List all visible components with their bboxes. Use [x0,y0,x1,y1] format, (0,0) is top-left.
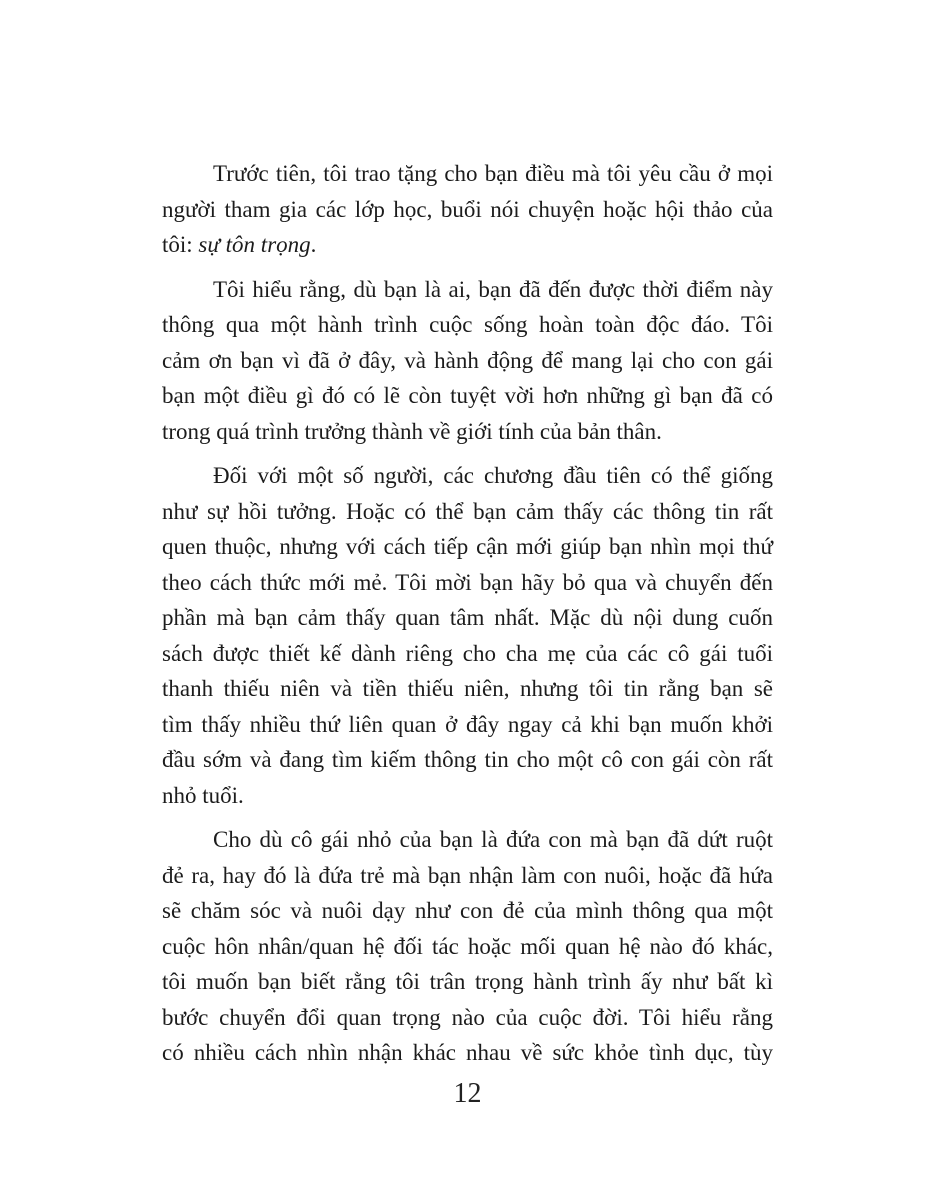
text-line [162,600,773,636]
text-segment: Cho dù cô gái nhỏ của bạn là đứa con mà bạn đã dứt ruột [213,827,773,852]
text-segment: tìm thấy nhiều thứ liên quan ở đây ngay cả khi bạn muốn khởi [162,711,773,737]
text-segment: như sự hồi tưởng. Hoặc có thể bạn cảm thấy các thông tin rất [162,498,773,524]
text-segment: phần mà bạn cảm thấy quan tâm nhất. Mặc dù nội dung cuốn [162,605,773,630]
text-line [162,671,773,707]
text-segment: cuộc hôn nhân/quan hệ đối tác hoặc mối quan hệ nào đó khác, [162,933,773,959]
text-line [162,636,773,672]
text-line [162,414,773,450]
text-line [162,227,773,263]
text-segment: nhỏ tuổi. [162,782,244,808]
text-line [162,458,773,494]
text-line [162,742,773,778]
text-line [162,1000,773,1036]
text-segment: tôi muốn bạn biết rằng tôi trân trọng hành trình ấy như bất kì [162,969,773,994]
text-segment: Tôi hiểu rằng, dù bạn là ai, bạn đã đến được thời điểm này [213,276,773,302]
text-segment: theo cách thức mới mẻ. Tôi mời bạn hãy bỏ qua và chuyển đến [162,569,773,595]
text-segment: tôi: [162,232,199,257]
text-segment: Trước tiên, tôi trao tặng cho bạn điều mà tôi yêu cầu ở mọi [213,161,773,186]
text-line [162,565,773,601]
paragraph [162,272,773,450]
text-segment: có nhiều cách nhìn nhận khác nhau về sức khỏe tình dục, tùy [162,1040,773,1065]
text-line [162,343,773,379]
text-line [162,307,773,343]
text-segment: đẻ ra, hay đó là đứa trẻ mà bạn nhận làm con nuôi, hoặc đã hứa [162,862,773,888]
paragraph [162,822,773,1071]
text-segment: sách được thiết kế dành riêng cho cha mẹ của các cô gái tuổi [162,640,773,666]
text-segment: . [310,232,317,257]
text-segment: sẽ chăm sóc và nuôi dạy như con đẻ của mình thông qua một [162,898,773,923]
text-line [162,707,773,743]
text-line [162,192,773,228]
text-line [162,929,773,965]
text-segment: đầu sớm và đang tìm kiếm thông tin cho một cô con gái còn rất [162,747,773,772]
text-segment: bạn một điều gì đó có lẽ còn tuyệt vời hơn những gì bạn đã có [162,383,773,408]
text-line [162,529,773,565]
paragraph [162,458,773,813]
text-line [162,494,773,530]
text-segment: quen thuộc, nhưng với cách tiếp cận mới giúp bạn nhìn mọi thứ [162,534,773,559]
text-segment: cảm ơn bạn vì đã ở đây, và hành động để mang lại cho con gái [162,347,773,373]
text-line [162,822,773,858]
page-text [162,156,773,1071]
text-segment: trong quá trình trưởng thành về giới tính của bản thân. [162,418,662,444]
text-line [162,964,773,1000]
text-segment: bước chuyển đổi quan trọng nào của cuộc đời. Tôi hiểu rằng [162,1004,773,1030]
paragraph [162,156,773,263]
text-line [162,272,773,308]
text-line [162,778,773,814]
italic-text-segment: sự tôn trọng [198,232,311,257]
text-segment: thông qua một hành trình cuộc sống hoàn toàn độc đáo. Tôi [162,312,773,337]
text-line [162,156,773,192]
text-line [162,893,773,929]
text-line [162,378,773,414]
text-segment: Đối với một số người, các chương đầu tiên có thể giống [213,463,773,488]
text-line [162,1035,773,1071]
page-number: 12 [453,1078,482,1109]
text-segment: thanh thiếu niên và tiền thiếu niên, nhưng tôi tin rằng bạn sẽ [162,676,773,701]
text-segment: người tham gia các lớp học, buổi nói chuyện hoặc hội thảo của [162,196,773,222]
text-line [162,858,773,894]
